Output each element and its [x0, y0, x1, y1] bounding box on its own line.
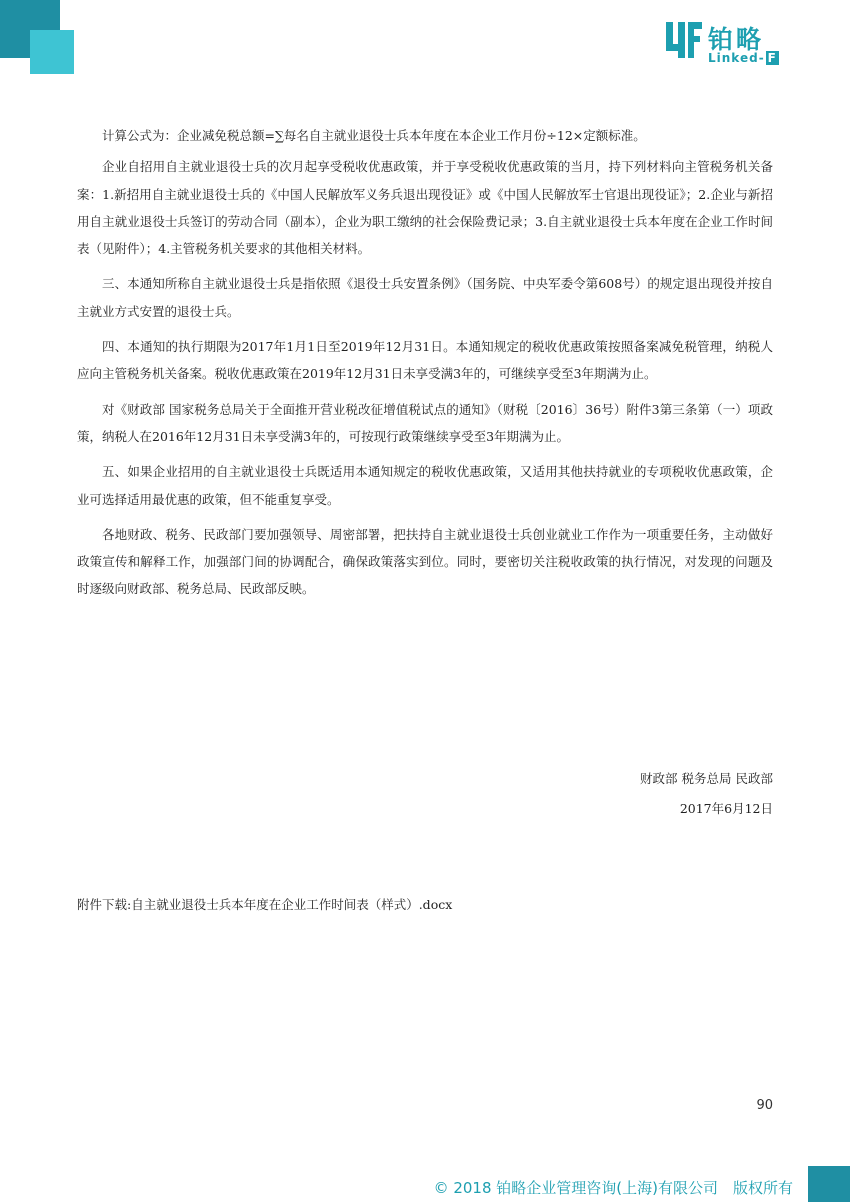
attachment-download-link[interactable]: 附件下载:自主就业退役士兵本年度在企业工作时间表（样式）.docx [77, 897, 453, 912]
issuing-authorities: 财政部 税务总局 民政部 [640, 771, 773, 786]
logo-mark-icon [666, 22, 702, 58]
logo-english-name [708, 51, 779, 65]
paragraph-filing-materials: 企业自招用自主就业退役士兵的次月起享受税收优惠政策，并于享受税收优惠政策的当月，持下列材料向主管税务机关备案：1.新招用自主就业退役士兵的《中国人民解放军义务兵退出现役证》或《中国人民解放军士官退出现役证》；2.企业与新招用自主就业退役士兵签订的劳动合同（副本），企业为职工缴纳的社会保险费记录；3.自主就业退役士兵本年度在企业工作时间表（见附件）；4.主管税务机关要求的其他相关材料。 [77, 159, 773, 257]
logo-chinese-name: 铂略 [708, 25, 765, 54]
paragraph-section-four: 四、本通知的执行期限为2017年1月1日至2019年12月31日。本通知规定的税收优惠政策按照备案减免税管理，纳税人应向主管税务机关备案。税收优惠政策在2019年12月31日未享受满3年的，可继续享受至3年期满为止。 [77, 339, 773, 382]
paragraph-prior-policy: 对《财政部 国家税务总局关于全面推开营业税改征增值税试点的通知》（财税〔2016〕36号）附件3第三条第（一）项政策，纳税人在2016年12月31日未享受满3年的，可按现行政策继续享受至3年期满为止。 [77, 401, 773, 444]
document-body [77, 122, 773, 611]
signature-block [640, 764, 773, 824]
page-number: 90 [756, 1098, 773, 1113]
footer-copyright: © 2018 铂略企业管理咨询(上海)有限公司 版权所有 [433, 1179, 793, 1197]
logo-english-text: Linked- [708, 51, 765, 65]
paragraph-section-five: 五、如果企业招用的自主就业退役士兵既适用本通知规定的税收优惠政策，又适用其他扶持就业的专项税收优惠政策，企业可选择适用最优惠的政策，但不能重复享受。 [77, 464, 773, 507]
corner-decoration-light [30, 30, 74, 74]
issue-date: 2017年6月12日 [679, 801, 773, 816]
paragraph-implementation: 各地财政、税务、民政部门要加强领导、周密部署，把扶持自主就业退役士兵创业就业工作作为一项重要任务，主动做好政策宣传和解释工作，加强部门间的协调配合，确保政策落实到位。同时，要密切关注税收政策的执行情况，对发现的问题及时逐级向财政部、税务总局、民政部反映。 [77, 526, 773, 597]
logo-english-box: F [767, 51, 777, 65]
company-logo [666, 20, 792, 68]
paragraph-section-three: 三、本通知所称自主就业退役士兵是指依照《退役士兵安置条例》（国务院、中央军委令第608号）的规定退出现役并按自主就业方式安置的退役士兵。 [77, 276, 773, 319]
paragraph-formula: 计算公式为：企业减免税总额=∑每名自主就业退役士兵本年度在本企业工作月份÷12×定额标准。 [102, 128, 646, 143]
footer-corner-decoration [808, 1166, 850, 1202]
